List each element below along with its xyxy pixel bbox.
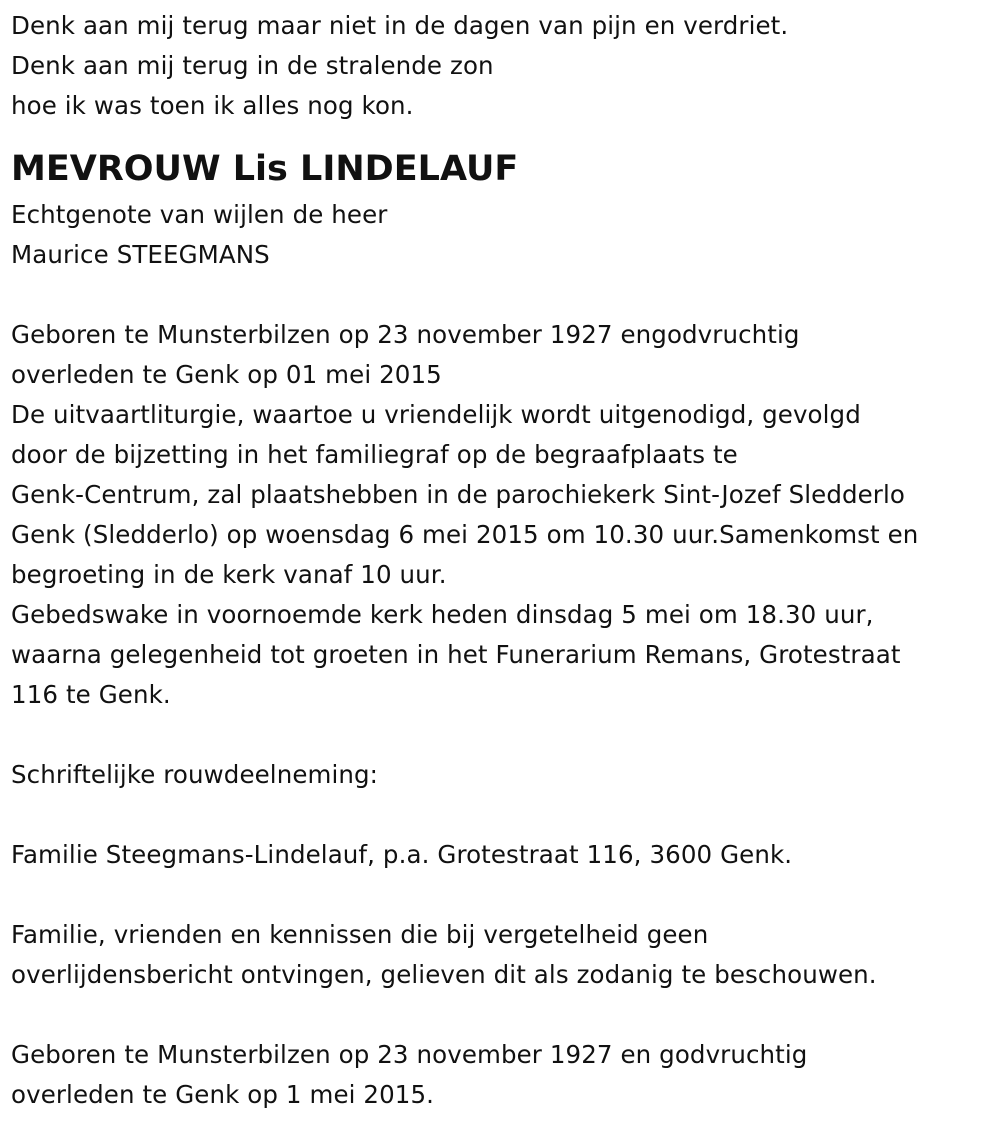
details-line: 116 te Genk.	[11, 680, 171, 709]
notice-block	[11, 915, 991, 995]
relation-line: Maurice STEEGMANS	[11, 240, 270, 269]
poem-line: Denk aan mij terug maar niet in de dagen van pijn en verdriet.	[11, 11, 789, 40]
deceased-name: MEVROUW Lis LINDELAUF	[11, 149, 519, 189]
details-line: overleden te Genk op 01 mei 2015	[11, 360, 442, 389]
details-block	[11, 315, 991, 715]
spacer	[11, 275, 991, 315]
closing-line: overleden te Genk op 1 mei 2015.	[11, 1080, 435, 1109]
notice-line: overlijdensbericht ontvingen, gelieven dit als zodanig te beschouwen.	[11, 960, 877, 989]
notice-line: Familie, vrienden en kennissen die bij vergetelheid geen	[11, 920, 709, 949]
closing-block	[11, 1035, 991, 1115]
details-line: Geboren te Munsterbilzen op 23 november 1927 engodvruchtig	[11, 320, 800, 349]
details-line: Genk-Centrum, zal plaatshebben in de parochiekerk Sint-Jozef Sledderlo	[11, 480, 905, 509]
condolence-label: Schriftelijke rouwdeelneming:	[11, 760, 379, 789]
details-line: Genk (Sledderlo) op woensdag 6 mei 2015 om 10.30 uur.Samenkomst en	[11, 520, 919, 549]
condolence-address: Familie Steegmans-Lindelauf, p.a. Grotestraat 116, 3600 Genk.	[11, 840, 793, 869]
spacer	[11, 995, 991, 1035]
closing-line: Geboren te Munsterbilzen op 23 november 1927 en godvruchtig	[11, 1040, 808, 1069]
relation-block	[11, 195, 991, 275]
details-line: door de bijzetting in het familiegraf op de begraafplaats te	[11, 440, 738, 469]
spacer	[11, 875, 991, 915]
poem-line: Denk aan mij terug in de stralende zon	[11, 51, 494, 80]
relation-line: Echtgenote van wijlen de heer	[11, 200, 388, 229]
spacer	[11, 715, 991, 755]
details-line: De uitvaartliturgie, waartoe u vriendelijk wordt uitgenodigd, gevolgd	[11, 400, 861, 429]
poem-line: hoe ik was toen ik alles nog kon.	[11, 91, 414, 120]
details-line: begroeting in de kerk vanaf 10 uur.	[11, 560, 447, 589]
details-line: waarna gelegenheid tot groeten in het Funerarium Remans, Grotestraat	[11, 640, 901, 669]
obituary-document	[11, 6, 991, 1115]
details-line: Gebedswake in voornoemde kerk heden dinsdag 5 mei om 18.30 uur,	[11, 600, 874, 629]
spacer	[11, 795, 991, 835]
poem-block	[11, 6, 991, 126]
